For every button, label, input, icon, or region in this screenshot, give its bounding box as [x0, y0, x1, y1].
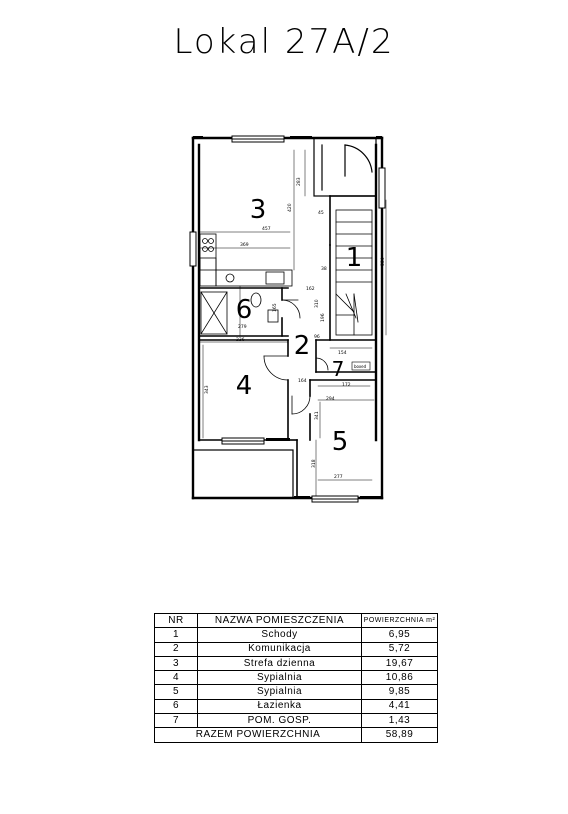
row-name: Komunikacja	[198, 642, 362, 656]
interior-walls	[199, 196, 376, 498]
table-row	[155, 671, 438, 685]
kitchen	[200, 234, 292, 286]
row-name: Łazienka	[198, 699, 362, 713]
room-label-7: 7	[331, 357, 345, 381]
dim-label: 318	[312, 459, 317, 468]
dim-label: 172	[342, 383, 351, 388]
dim-label: 165	[273, 303, 278, 312]
total-area: 58,89	[362, 728, 438, 742]
row-name: Sypialnia	[198, 671, 362, 685]
row-nr: 2	[155, 642, 198, 656]
dim-label: 279	[238, 325, 247, 330]
header-area: POWIERZCHNIA m²	[362, 614, 438, 628]
header-nr: NR	[155, 614, 198, 628]
dim-label: 283	[297, 177, 302, 186]
row-area: 1,43	[362, 714, 438, 728]
room-label-4: 4	[235, 371, 253, 401]
dim-label: 96	[314, 335, 320, 340]
dim-label: 277	[334, 475, 343, 480]
dim-label: 236	[236, 338, 245, 343]
row-name: Strefa dzienna	[198, 656, 362, 670]
total-label: RAZEM POWIERZCHNIA	[155, 728, 362, 742]
row-name: Schody	[198, 628, 362, 642]
row-name: POM. GOSP.	[198, 714, 362, 728]
dim-label: 162	[306, 287, 315, 292]
dim-label: 457	[262, 227, 271, 232]
room-label-6: 6	[235, 295, 253, 325]
header-name: NAZWA POMIESZCZENIA	[198, 614, 362, 628]
row-area: 10,86	[362, 671, 438, 685]
balcony-left	[193, 450, 293, 498]
room-label-1: 1	[345, 243, 363, 273]
table-row	[155, 714, 438, 728]
boiler-label: boxed	[354, 364, 367, 369]
dim-label: 584	[381, 257, 386, 266]
row-area: 5,72	[362, 642, 438, 656]
row-nr: 4	[155, 671, 198, 685]
page-title: Lokal 27A/2	[173, 22, 395, 62]
row-nr: 7	[155, 714, 198, 728]
row-nr: 5	[155, 685, 198, 699]
room-label-5: 5	[331, 427, 349, 457]
dim-label: 196	[321, 313, 326, 322]
row-nr: 6	[155, 699, 198, 713]
dim-label: 45	[318, 211, 324, 216]
dim-label: 369	[240, 243, 249, 248]
dim-label: 154	[338, 351, 347, 356]
row-area: 19,67	[362, 656, 438, 670]
windows	[190, 136, 385, 502]
room-label-2: 2	[293, 331, 311, 361]
dim-label: 38	[321, 267, 327, 272]
dim-label: 310	[315, 299, 320, 308]
table-row	[155, 699, 438, 713]
table-total-row	[155, 728, 438, 742]
table-row	[155, 628, 438, 642]
dim-label: 343	[205, 385, 210, 394]
room-label-3: 3	[249, 195, 267, 225]
row-name: Sypialnia	[198, 685, 362, 699]
row-nr: 1	[155, 628, 198, 642]
row-area: 9,85	[362, 685, 438, 699]
row-nr: 3	[155, 656, 198, 670]
dim-label: 420	[288, 203, 293, 212]
dim-label: 164	[298, 379, 307, 384]
table-row	[155, 642, 438, 656]
table-header-row	[155, 614, 438, 628]
table-row	[155, 656, 438, 670]
room-area-table	[154, 613, 438, 743]
row-area: 6,95	[362, 628, 438, 642]
balcony-top	[314, 138, 376, 196]
dim-label: 294	[326, 397, 335, 402]
table-row	[155, 685, 438, 699]
dim-label: 341	[315, 411, 320, 420]
row-area: 4,41	[362, 699, 438, 713]
